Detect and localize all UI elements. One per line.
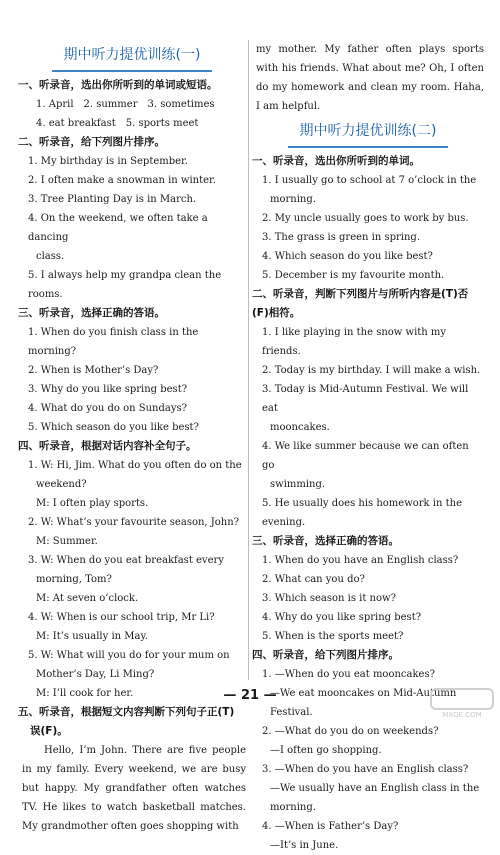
list-item: 1. I usually go to school at 7 o’clock in the: [262, 175, 477, 186]
list-item: 5. When is the sports meet?: [262, 631, 404, 642]
list-item: 5. Which season do you like best?: [28, 422, 199, 433]
page-number: — 21 —: [223, 688, 277, 703]
list-item: 1. I like playing in the snow with my friends.: [262, 327, 447, 357]
list-item: 4. Which season do you like best?: [262, 251, 433, 262]
watermark-text: MXQE.COM: [442, 711, 482, 719]
list-item: 1. April 2. summer 3. sometimes: [36, 99, 215, 110]
section-heading-cont: (F)相符。: [252, 307, 301, 319]
list-item: 2. When is Mother’s Day?: [28, 365, 159, 376]
list-item: 5. W: What will you do for your mum on: [28, 650, 230, 661]
list-item: M: I often play sports.: [36, 498, 149, 509]
list-item: class.: [36, 251, 65, 262]
title-underline: [52, 66, 212, 72]
list-item: swimming.: [270, 479, 326, 490]
list-item: 4. W: When is our school trip, Mr Li?: [28, 612, 215, 623]
section-heading: 四、听录音，给下列图片排序。: [252, 649, 399, 661]
list-item: morning.: [270, 802, 316, 813]
passage-paragraph: Hello, I’m John. There are five people in my family. Every weekend, we are busy but happy. My grandfather often watches TV. He likes to watch basketball matches. My grandmother often goes shopping with: [22, 745, 246, 832]
list-item: 2. My uncle usually goes to work by bus.: [262, 213, 469, 224]
list-item: 2. I often make a snowman in winter.: [28, 175, 216, 186]
list-item: 2. Today is my birthday. I will make a wish.: [262, 365, 481, 376]
list-item: 4. Why do you like spring best?: [262, 612, 422, 623]
list-item: 1. When do you finish class in the morning?: [28, 327, 199, 357]
watermark-logo: [430, 688, 494, 718]
list-item: 3. The grass is green in spring.: [262, 232, 421, 243]
list-item: 4. —When is Father’s Day?: [262, 821, 399, 832]
right-column: [252, 40, 484, 855]
list-item: —I often go shopping.: [270, 745, 382, 756]
watermark-icon: [430, 688, 494, 710]
section-heading-cont: 误(F)。: [30, 725, 68, 737]
title-underline: [288, 142, 448, 148]
list-item: 3. —When do you have an English class?: [262, 764, 469, 775]
list-item: 1. —When do you eat mooncakes?: [262, 669, 435, 680]
section-heading: 二、听录音，判断下列图片与所听内容是(T)否: [252, 288, 469, 300]
exercise-title-2: 期中听力提优训练(二): [299, 123, 437, 139]
section-heading: 二、听录音，给下列图片排序。: [18, 136, 165, 148]
list-item: 3. Which season is it now?: [262, 593, 396, 604]
list-item: Festival.: [270, 707, 313, 718]
list-item: weekend?: [36, 479, 87, 490]
passage-continued: my mother. My father often plays sports with his friends. What about me? Oh, I often do my homework and clean my room. Haha, I am helpful.: [256, 44, 484, 112]
list-item: M: It’s usually in May.: [36, 631, 148, 642]
section-heading: 一、听录音，选出你所听到的单词或短语。: [18, 79, 218, 91]
list-item: 4. eat breakfast 5. sports meet: [36, 118, 199, 129]
list-item: 4. What do you do on Sundays?: [28, 403, 187, 414]
list-item: M: Summer.: [36, 536, 98, 547]
section-heading: 三、听录音，选择正确的答语。: [18, 307, 165, 319]
list-item: 3. Tree Planting Day is in March.: [28, 194, 197, 205]
list-item: 4. We like summer because we can often go: [262, 441, 469, 471]
list-item: 1. W: Hi, Jim. What do you often do on the: [28, 460, 242, 471]
list-item: morning.: [270, 194, 316, 205]
list-item: 2. What can you do?: [262, 574, 365, 585]
list-item: 2. W: What’s your favourite season, John?: [28, 517, 240, 528]
section-heading: 一、听录音，选出你所听到的单词。: [252, 155, 420, 167]
list-item: M: At seven o’clock.: [36, 593, 139, 604]
list-item: —We eat mooncakes on Mid-Autumn: [270, 688, 457, 699]
exercise-title-1: 期中听力提优训练(一): [63, 47, 201, 63]
list-item: 4. On the weekend, we often take a dancing: [28, 213, 208, 243]
column-divider: [248, 40, 249, 680]
list-item: 2. —What do you do on weekends?: [262, 726, 439, 737]
list-item: —We usually have an English class in the: [270, 783, 480, 794]
list-item: morning, Tom?: [36, 574, 112, 585]
list-item: 3. Today is Mid-Autumn Festival. We will eat: [262, 384, 469, 414]
list-item: 1. My birthday is in September.: [28, 156, 188, 167]
list-item: 3. W: When do you eat breakfast every: [28, 555, 224, 566]
list-item: 1. When do you have an English class?: [262, 555, 459, 566]
section-heading: 四、听录音，根据对话内容补全句子。: [18, 440, 197, 452]
list-item: Mother’s Day, Li Ming?: [36, 669, 155, 680]
section-heading: 三、听录音，选择正确的答语。: [252, 535, 399, 547]
section-heading: 五、听录音，根据短文内容判断下列句子正(T): [18, 706, 235, 718]
list-item: 3. Why do you like spring best?: [28, 384, 188, 395]
list-item: mooncakes.: [270, 422, 330, 433]
list-item: M: I’ll cook for her.: [36, 688, 134, 699]
left-column: [18, 40, 246, 836]
list-item: 5. He usually does his homework in the evening.: [262, 498, 462, 528]
list-item: 5. I always help my grandpa clean the rooms.: [28, 270, 222, 300]
list-item: —It’s in June.: [270, 840, 339, 851]
list-item: 5. December is my favourite month.: [262, 270, 445, 281]
